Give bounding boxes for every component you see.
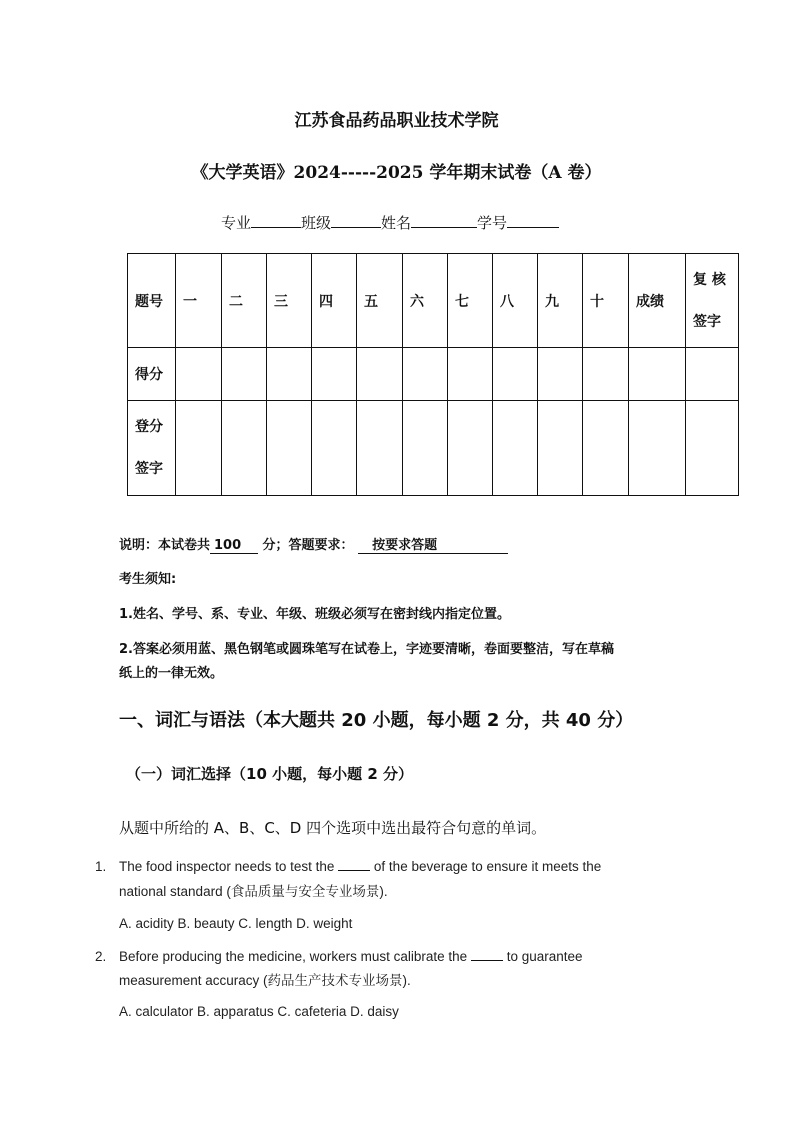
review-label: 复 核 (693, 271, 726, 288)
cell: 六 (403, 254, 448, 348)
score-cell[interactable] (312, 348, 357, 401)
sign-cell[interactable] (312, 401, 357, 496)
sign-cell[interactable] (583, 401, 629, 496)
score-cell[interactable] (629, 348, 686, 401)
score-cell[interactable] (267, 348, 312, 401)
blank (471, 960, 503, 961)
notice-1: 1.姓名、学号、系、专业、年级、班级必须写在密封线内指定位置。 (119, 607, 510, 622)
cell-review (686, 254, 739, 348)
student-info-line (221, 212, 559, 233)
grader-label: 登分 (135, 419, 163, 435)
desc-prefix: 说明：本试卷共 (119, 538, 211, 553)
table-row-sign (128, 401, 739, 496)
instruction: 从题中所给的 A、B、C、D 四个选项中选出最符合句意的单词。 (119, 819, 547, 837)
score-cell[interactable] (176, 348, 222, 401)
sign-cell[interactable] (357, 401, 403, 496)
score-cell[interactable] (493, 348, 538, 401)
sign-cell[interactable] (493, 401, 538, 496)
sign-cell[interactable] (448, 401, 493, 496)
cell: 三 (267, 254, 312, 348)
id-label: 学号 (477, 214, 508, 232)
exam-description (119, 534, 508, 554)
text: The food inspector needs to test the (119, 859, 335, 874)
score-cell[interactable] (357, 348, 403, 401)
question-number: 2. (95, 949, 107, 964)
student-id-field[interactable] (507, 212, 559, 228)
question-1 (95, 859, 602, 931)
section-title: 一、词汇与语法（本大题共 20 小题，每小题 2 分，共 40 分） (119, 710, 634, 731)
cell: 七 (448, 254, 493, 348)
major-field[interactable] (251, 212, 301, 228)
cell: 成绩 (629, 254, 686, 348)
question-text-line2: national standard (食品质量与安全专业场景). (119, 884, 388, 899)
notice-2a: 2.答案必须用蓝、黑色钢笔或圆珠笔写在试卷上，字迹要清晰，卷面要整洁，写在草稿 (119, 642, 614, 657)
notice-2b: 纸上的一律无效。 (119, 666, 224, 681)
question-text-line2: measurement accuracy (药品生产技术专业场景). (119, 973, 411, 988)
score-cell[interactable] (583, 348, 629, 401)
sign-label: 签字 (135, 461, 163, 477)
sign-label: 签字 (693, 313, 721, 330)
major-label: 专业 (221, 214, 252, 232)
sign-cell[interactable] (538, 401, 583, 496)
cell (128, 401, 176, 496)
text: of the beverage to ensure it meets the (373, 859, 602, 874)
desc-mid: 分；答题要求： (262, 538, 354, 553)
cell: 得分 (128, 348, 176, 401)
class-label: 班级 (301, 214, 332, 232)
score-cell[interactable] (686, 348, 739, 401)
class-field[interactable] (331, 212, 381, 228)
cell: 五 (357, 254, 403, 348)
notice-title: 考生须知: (119, 572, 177, 587)
score-cell[interactable] (538, 348, 583, 401)
sign-cell[interactable] (176, 401, 222, 496)
sign-cell[interactable] (629, 401, 686, 496)
cell: 九 (538, 254, 583, 348)
total-score: 100 (210, 538, 258, 554)
text: Before producing the medicine, workers must calibrate the (119, 949, 468, 964)
subsection-title: （一）词汇选择（10 小题，每小题 2 分） (126, 765, 413, 783)
question-number: 1. (95, 859, 107, 874)
sign-cell[interactable] (403, 401, 448, 496)
answer-requirement: 按要求答题 (358, 534, 508, 554)
score-cell[interactable] (222, 348, 267, 401)
question-options: A. calculator B. apparatus C. cafeteria D. daisy (119, 1004, 399, 1019)
question-2 (95, 949, 583, 1019)
school-name: 江苏食品药品职业技术学院 (294, 111, 499, 131)
table-row-header (128, 254, 739, 348)
score-cell[interactable] (448, 348, 493, 401)
cell: 十 (583, 254, 629, 348)
sign-cell[interactable] (267, 401, 312, 496)
question-text (119, 949, 583, 964)
score-table (127, 253, 739, 496)
cell: 四 (312, 254, 357, 348)
question-text (119, 859, 601, 874)
text: to guarantee (506, 949, 583, 964)
blank (338, 870, 370, 871)
sign-cell[interactable] (686, 401, 739, 496)
sign-cell[interactable] (222, 401, 267, 496)
question-options: A. acidity B. beauty C. length D. weight (119, 916, 353, 931)
cell: 二 (222, 254, 267, 348)
cell: 八 (493, 254, 538, 348)
cell: 一 (176, 254, 222, 348)
cell: 题号 (128, 254, 176, 348)
name-field[interactable] (411, 212, 477, 228)
table-row-score (128, 348, 739, 401)
score-cell[interactable] (403, 348, 448, 401)
name-label: 姓名 (381, 214, 412, 232)
exam-title: 《大学英语》2024-----2025 学年期末试卷（A 卷） (191, 163, 602, 183)
